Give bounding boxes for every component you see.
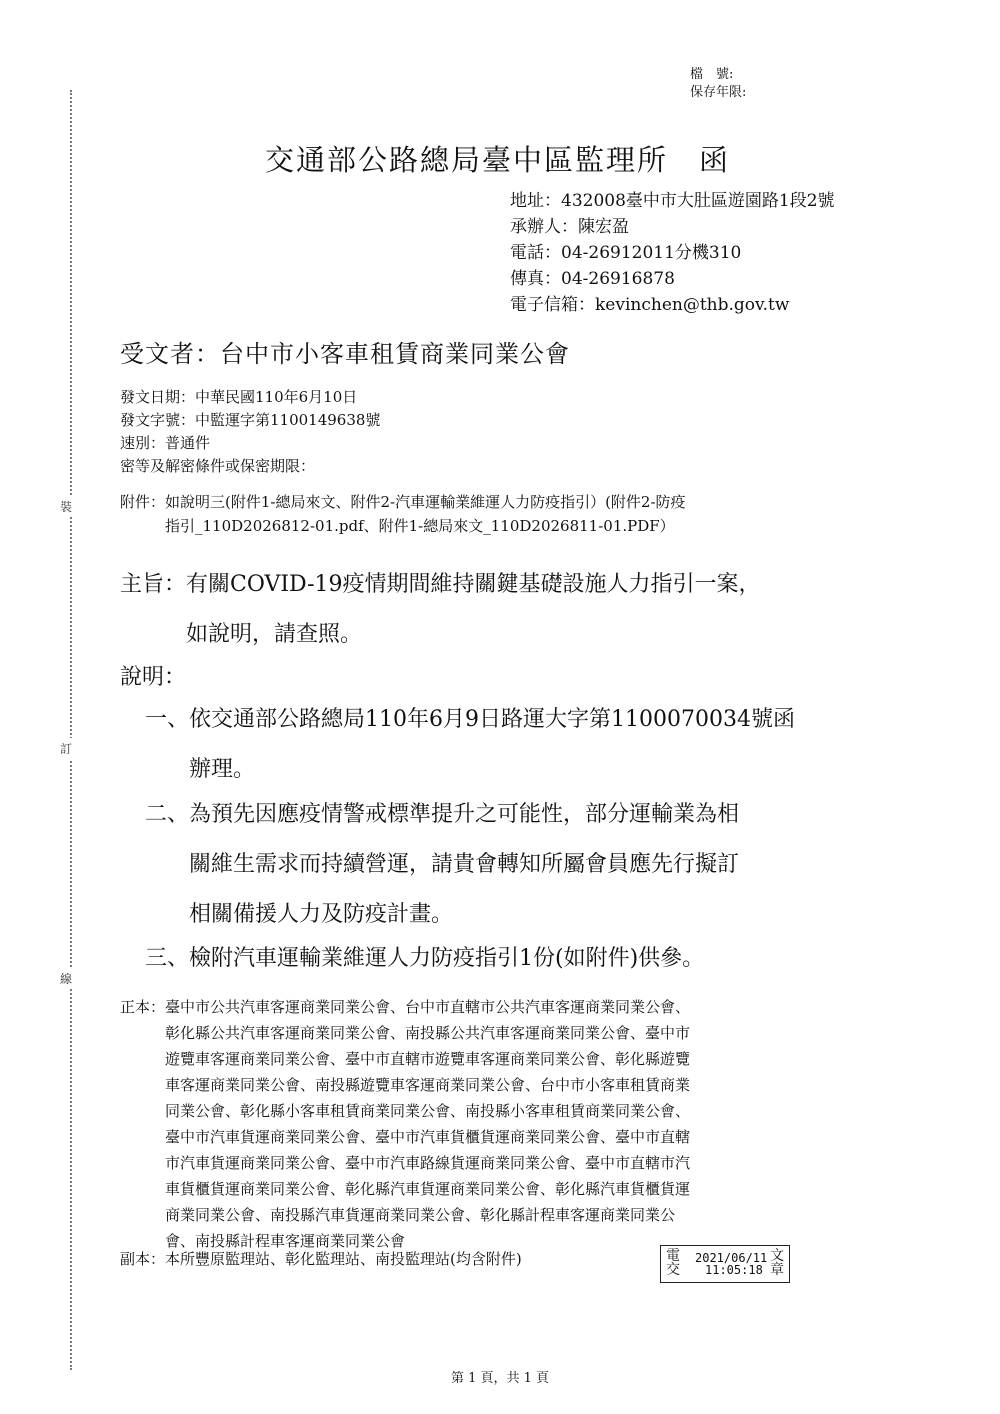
recipient-line: 彰化縣公共汽車客運商業同業公會、南投縣公共汽車客運商業同業公會、臺中市 <box>120 1024 691 1042</box>
attachment-line-1: 附件：如說明三(附件1-總局來文、附件2-汽車運輸業維運人力防疫指引）(附件2-防疫 <box>120 493 686 511</box>
page-number: 第 1 頁，共 1 頁 <box>450 1371 550 1386</box>
item-line: 二、為預先因應疫情警戒標準提升之可能性，部分運輸業為相 <box>145 802 740 827</box>
item-line: 辦理。 <box>145 757 256 782</box>
explanation-label: 說明： <box>120 665 187 690</box>
stamp-date: 2021/06/11 <box>695 1251 768 1265</box>
recipient-line: 遊覽車客運商業同業公會、臺中市直轄市遊覽車客運商業同業公會、彰化縣遊覽 <box>120 1050 691 1068</box>
subject-block <box>120 560 761 660</box>
document-number: 發文字號：中監運字第1100149638號 <box>120 411 381 429</box>
binding-mark-zhuang: 裝 <box>60 496 72 517</box>
subject-line-1: 主旨：有關COVID-19疫情期間維持關鍵基礎設施人力指引一案， <box>120 572 761 597</box>
meta-block <box>120 386 380 478</box>
explanation-item-1 <box>145 695 795 795</box>
electronic-exchange-stamp <box>660 1245 790 1283</box>
subject-line-2: 如說明，請查照。 <box>120 622 363 647</box>
file-number-label: 檔 號: <box>690 67 734 82</box>
stamp-char: 章 <box>770 1262 784 1278</box>
item-line: 一、依交通部公路總局110年6月9日路運大字第1100070034號函 <box>145 707 795 732</box>
recipient: 受文者：台中市小客車租賃商業同業公會 <box>120 340 570 368</box>
recipient-line: 車客運商業同業公會、南投縣遊覽車客運商業同業公會、台中市小客車租賃商業 <box>120 1076 691 1094</box>
delivery-speed: 速別：普通件 <box>120 434 211 452</box>
email: 電子信箱：kevinchen@thb.gov.tw <box>510 295 790 315</box>
recipient-line: 會、南投縣計程車客運商業同業公會 <box>120 1232 406 1250</box>
recipient-line: 同業公會、彰化縣小客車租賃商業同業公會、南投縣小客車租賃商業同業公會、 <box>120 1102 691 1120</box>
document-title: 交通部公路總局臺中區監理所 函 <box>265 143 731 177</box>
recipient-line: 車貨櫃貨運商業同業公會、彰化縣汽車貨運商業同業公會、彰化縣汽車貨櫃貨運 <box>120 1180 691 1198</box>
address: 地址：432008臺中市大肚區遊園路1段2號 <box>510 191 835 211</box>
explanation-item-2 <box>145 790 739 940</box>
stamp-char: 交 <box>666 1262 680 1278</box>
recipient-line: 臺中市汽車貨運商業同業公會、臺中市汽車貨櫃貨運商業同業公會、臺中市直轄 <box>120 1128 691 1146</box>
recipient-line: 市汽車貨運商業同業公會、臺中市汽車路線貨運商業同業公會、臺中市直轄市汽 <box>120 1154 691 1172</box>
attachment-block <box>120 490 686 538</box>
recipient-line: 正本：臺中市公共汽車客運商業同業公會、台中市直轄市公共汽車客運商業同業公會、 <box>120 998 691 1016</box>
stamp-time: 11:05:18 <box>705 1263 763 1277</box>
binding-mark-ding: 訂 <box>60 738 72 759</box>
original-recipients <box>120 994 690 1254</box>
handler: 承辦人：陳宏盈 <box>510 217 629 237</box>
item-line: 三、檢附汽車運輸業維運人力防疫指引1份(如附件)供參。 <box>145 946 705 971</box>
copy-recipients: 副本：本所豐原監理站、彰化監理站、南投監理站(均含附件) <box>120 1250 522 1268</box>
phone: 電話：04-26912011分機310 <box>510 243 742 263</box>
binding-mark-xian: 線 <box>60 968 72 989</box>
fax: 傳真：04-26916878 <box>510 269 675 289</box>
attachment-line-2: 指引_110D2026812-01.pdf、附件1-總局來文_110D2026811-01.PDF） <box>120 517 675 535</box>
binding-margin-line <box>70 90 72 1370</box>
secrecy-level: 密等及解密條件或保密期限： <box>120 457 316 475</box>
item-line: 關維生需求而持續營運，請貴會轉知所屬會員應先行擬訂 <box>145 852 740 877</box>
recipient-line: 商業同業公會、南投縣汽車貨運商業同業公會、彰化縣計程車客運商業同業公 <box>120 1206 676 1224</box>
contact-block <box>510 188 835 318</box>
issue-date: 發文日期：中華民國110年6月10日 <box>120 388 358 406</box>
item-line: 相關備援人力及防疫計畫。 <box>145 902 454 927</box>
retention-period-label: 保存年限: <box>690 85 747 100</box>
stamp-char: 文 <box>770 1248 784 1264</box>
filing-info <box>690 66 746 102</box>
stamp-char: 電 <box>666 1248 680 1264</box>
explanation-item-3 <box>145 934 704 984</box>
